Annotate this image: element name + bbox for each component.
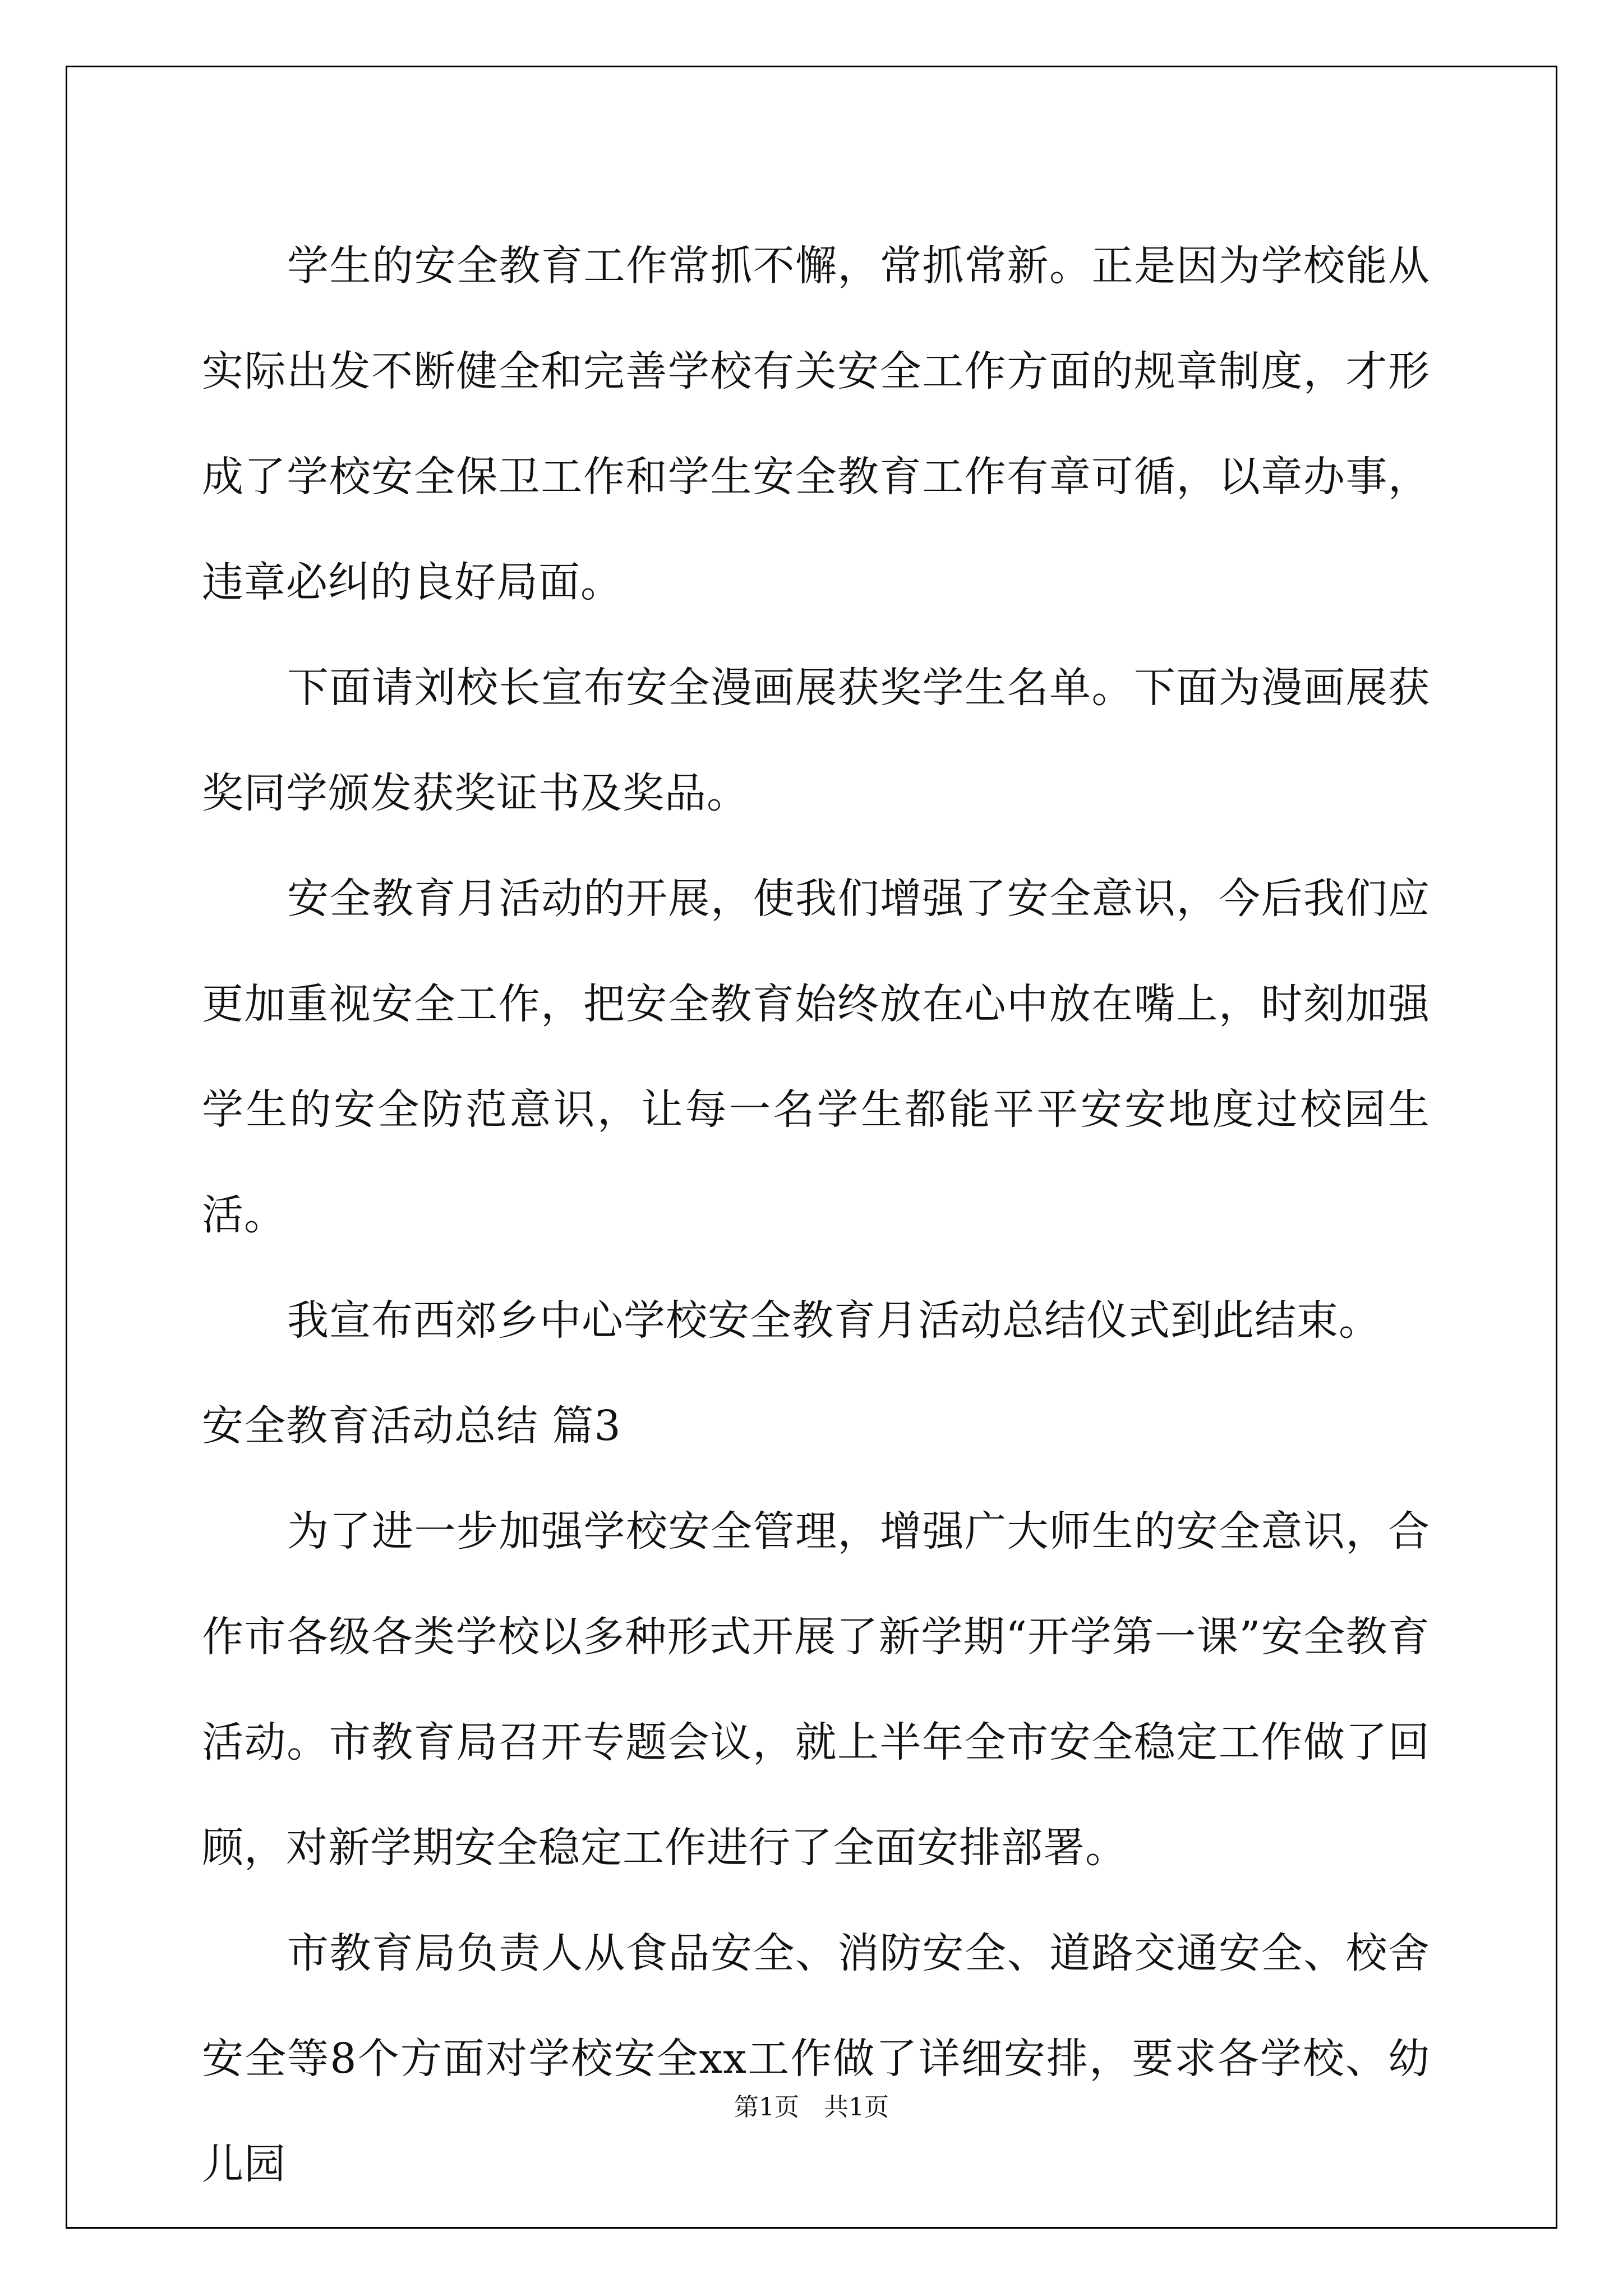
paragraph: 下面请刘校长宣布安全漫画展获奖学生名单。下面为漫画展获奖同学颁发获奖证书及奖品。 [202,664,1430,817]
paragraph: 我宣布西郊乡中心学校安全教育月活动总结仪式到此结束。 [287,1296,1381,1345]
paragraph: 学生的安全教育工作常抓不懈，常抓常新。正是因为学校能从实际出发不断健全和完善学校有关安全工作方面的规章制度，才形成了学校安全保卫工作和学生安全教育工作有章可循，以章办事，违章必纠的良好局面。 [202,242,1430,606]
section-heading: 安全教育活动总结 篇3 [202,1402,621,1450]
paragraph: 安全教育月活动的开展，使我们增强了安全意识，今后我们应更加重视安全工作，把安全教育始终放在心中放在嘴上，时刻加强学生的安全防范意识，让每一名学生都能平平安安地度过校园生活。 [202,875,1430,1239]
document-body [202,213,1430,2217]
paragraph: 为了进一步加强学校安全管理，增强广大师生的安全意识，合作市各级各类学校以多种形式开展了新学期“开学第一课”安全教育活动。市教育局召开专题会议，就上半年全市安全稳定工作做了回顾，对新学期安全稳定工作进行了全面安排部署。 [202,1507,1430,1872]
page-footer: 第1页 共1页 [734,2093,889,2122]
paragraph: 市教育局负责人从食品安全、消防安全、道路交通安全、校舍安全等8个方面对学校安全xx工作做了详细安排，要求各学校、幼儿园 [202,1929,1430,2188]
